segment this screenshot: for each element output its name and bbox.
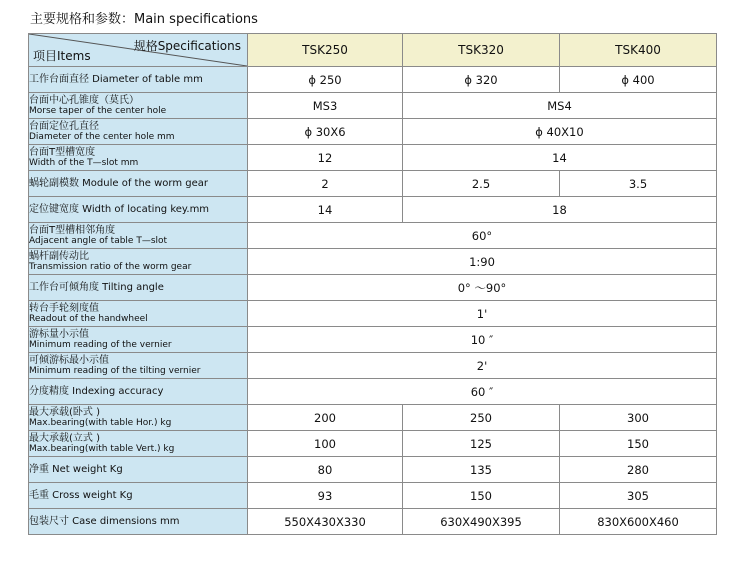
row-label-text: 工作台面直径 Diameter of table mm: [29, 74, 203, 85]
value-cell: 12: [248, 145, 403, 171]
row-label-en: Minimum reading of the tilting vernier: [29, 365, 201, 376]
table-row: [29, 483, 717, 509]
value-cell: 14: [403, 145, 717, 171]
value-cell: 280: [560, 457, 717, 483]
value-cell: 300: [560, 405, 717, 431]
row-label: [29, 67, 248, 93]
row-label-text: 包装尺寸 Case dimensions mm: [29, 516, 180, 527]
row-label-en: Width of the T—slot mm: [29, 157, 139, 168]
row-label-zh: 台面T型槽相邻角度: [29, 224, 116, 236]
row-label: [29, 509, 248, 535]
header-items-label: 项目Items: [33, 49, 91, 63]
row-label-zh: 转台手轮刻度值: [29, 302, 99, 314]
row-label-zh: 台面定位孔直径: [29, 120, 99, 132]
row-label: [29, 327, 248, 353]
row-label-text: 净重 Net weight Kg: [29, 464, 123, 475]
value-cell: ϕ 40X10: [403, 119, 717, 145]
row-label-zh: 最大承载(卧式 ): [29, 406, 100, 418]
value-cell: 2: [248, 171, 403, 197]
value-cell: 3.5: [560, 171, 717, 197]
row-label-en: Readout of the handwheel: [29, 313, 148, 324]
row-label: [29, 483, 248, 509]
row-label: [29, 379, 248, 405]
row-label: [29, 301, 248, 327]
value-cell: 550X430X330: [248, 509, 403, 535]
row-label-zh: 台面T型槽宽度: [29, 146, 96, 158]
page-title: 主要规格和参数：Main specifications: [30, 12, 258, 27]
row-label-zh: 游标量小示值: [29, 328, 89, 340]
row-label-zh: 蜗杆副传动比: [29, 250, 89, 262]
value-cell: 18: [403, 197, 717, 223]
row-label-en: Max.bearing(with table Vert.) kg: [29, 443, 175, 454]
table-row: [29, 223, 717, 249]
row-label-zh: 最大承载(立式 ): [29, 432, 100, 444]
row-label: [29, 119, 248, 145]
table-row: [29, 301, 717, 327]
value-cell: 830X600X460: [560, 509, 717, 535]
row-label: [29, 457, 248, 483]
row-label-en: Max.bearing(with table Hor.) kg: [29, 417, 172, 428]
row-label: [29, 145, 248, 171]
value-cell: 60°: [248, 223, 717, 249]
model-header-tsk320: TSK320: [403, 34, 560, 67]
model-header-tsk400: TSK400: [560, 34, 717, 67]
value-cell: 125: [403, 431, 560, 457]
table-row: [29, 509, 717, 535]
header-specifications-label: 规格Specifications: [133, 39, 241, 53]
table-row: [29, 145, 717, 171]
model-header-tsk250: TSK250: [248, 34, 403, 67]
value-cell: 0° ～90°: [248, 275, 717, 301]
value-cell: 2': [248, 353, 717, 379]
row-label: [29, 275, 248, 301]
value-cell: MS4: [403, 93, 717, 119]
value-cell: 135: [403, 457, 560, 483]
table-row: [29, 171, 717, 197]
table-row: [29, 119, 717, 145]
row-label: [29, 93, 248, 119]
table-row: [29, 93, 717, 119]
value-cell: ϕ 250: [248, 67, 403, 93]
value-cell: 150: [560, 431, 717, 457]
table-row: [29, 457, 717, 483]
row-label: [29, 197, 248, 223]
value-cell: 10 ″: [248, 327, 717, 353]
row-label: [29, 405, 248, 431]
table-row: [29, 327, 717, 353]
table-row: [29, 405, 717, 431]
specifications-table: [28, 33, 717, 535]
row-label-text: 分度精度 Indexing accuracy: [29, 386, 164, 397]
table-row: [29, 431, 717, 457]
value-cell: 1:90: [248, 249, 717, 275]
table-row: [29, 197, 717, 223]
value-cell: 630X490X395: [403, 509, 560, 535]
row-label: [29, 431, 248, 457]
row-label-en: Transmission ratio of the worm gear: [29, 261, 192, 272]
table-row: [29, 249, 717, 275]
table-row: [29, 67, 717, 93]
value-cell: 2.5: [403, 171, 560, 197]
value-cell: 80: [248, 457, 403, 483]
row-label: [29, 223, 248, 249]
value-cell: MS3: [248, 93, 403, 119]
table-row: [29, 379, 717, 405]
value-cell: 100: [248, 431, 403, 457]
value-cell: 200: [248, 405, 403, 431]
table-row: [29, 275, 717, 301]
value-cell: ϕ 30X6: [248, 119, 403, 145]
row-label-text: 毛重 Cross weight Kg: [29, 490, 133, 501]
table-row: [29, 353, 717, 379]
row-label-en: Minimum reading of the vernier: [29, 339, 172, 350]
value-cell: 1': [248, 301, 717, 327]
value-cell: 93: [248, 483, 403, 509]
value-cell: 14: [248, 197, 403, 223]
value-cell: ϕ 320: [403, 67, 560, 93]
row-label-text: 定位键宽度 Width of locating key.mm: [29, 204, 210, 215]
value-cell: 305: [560, 483, 717, 509]
row-label-zh: 台面中心孔锥度（莫氏）: [29, 94, 139, 106]
table-header-row: [29, 34, 717, 67]
row-label-en: Diameter of the center hole mm: [29, 131, 175, 142]
row-label-en: Adjacent angle of table T—slot: [29, 235, 168, 246]
row-label-text: 工作台可倾角度 Tilting angle: [29, 282, 164, 293]
row-label-en: Morse taper of the center hole: [29, 105, 167, 116]
value-cell: ϕ 400: [560, 67, 717, 93]
row-label: [29, 171, 248, 197]
value-cell: 250: [403, 405, 560, 431]
header-corner-cell: [29, 34, 248, 67]
row-label-text: 蜗轮副模数 Module of the worm gear: [29, 178, 209, 189]
row-label: [29, 353, 248, 379]
value-cell: 150: [403, 483, 560, 509]
row-label: [29, 249, 248, 275]
row-label-zh: 可倾游标最小示值: [29, 354, 109, 366]
value-cell: 60 ″: [248, 379, 717, 405]
